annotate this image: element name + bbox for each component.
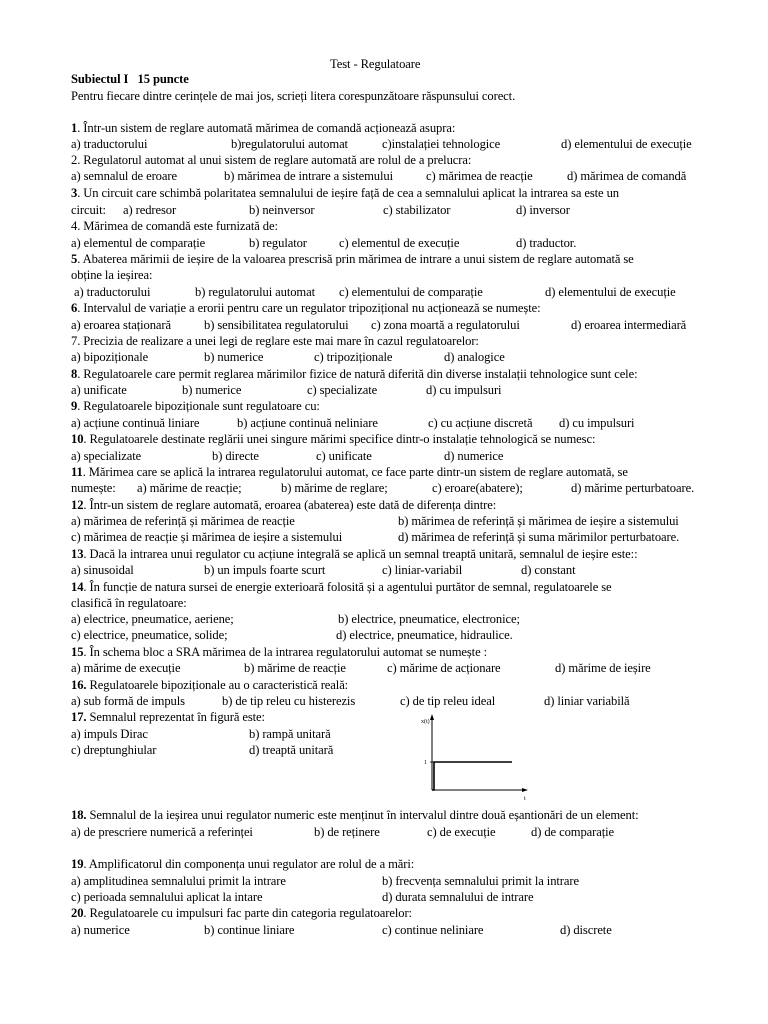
- question-17-stem: 17. Semnalul reprezentat în figură este:: [71, 710, 265, 724]
- option: b) continue liniare: [204, 923, 295, 937]
- option: a) sub formă de impuls: [71, 694, 185, 708]
- option: d) treaptă unitară: [249, 743, 334, 757]
- option: a) mărime de reacție;: [137, 481, 242, 495]
- question-20-stem: 20. Regulatoarele cu impulsuri fac parte din categoria regulatoarelor:: [71, 906, 412, 920]
- subject-label: Subiectul I 15 puncte: [71, 72, 189, 86]
- option: b) frecvența semnalului primit la intrare: [382, 874, 579, 888]
- question-7-stem: 7. Precizia de realizare a unei legi de reglare este mai mare în cazul regulatoarelor:: [71, 334, 479, 348]
- level-label: 1: [424, 760, 427, 766]
- y-axis-arrow-icon: [430, 714, 434, 720]
- question-11-stem: 11. Mărimea care se aplică la intrarea regulatorului automat, ce face parte dintr-un sistem de reglare automată, se: [71, 465, 628, 479]
- option: a) specializate: [71, 449, 142, 463]
- page-title: Test - Regulatoare: [330, 57, 421, 71]
- question-5-stem-cont: obține la ieșirea:: [71, 268, 153, 282]
- question-5-stem: 5. Abaterea mărimii de ieșire de la valoarea prescrisă prin mărimea de intrare a unui sistem de reglare automată se: [71, 252, 634, 266]
- option: a) impuls Dirac: [71, 727, 148, 741]
- option: d) mărimea de comandă: [567, 169, 687, 183]
- option: d) mărimea de referință și suma mărimilor perturbatoare.: [398, 530, 680, 544]
- question-14-stem-cont: clasifică în regulatoare:: [71, 596, 187, 610]
- option: a) elementul de comparație: [71, 236, 206, 250]
- question-6-stem: 6. Intervalul de variație a erorii pentru care un regulator tripozițional nu acționează se numește:: [71, 301, 541, 315]
- option: b) regulatorului automat: [195, 285, 316, 299]
- option: c) electrice, pneumatice, solide;: [71, 628, 228, 642]
- option: c) continue neliniare: [382, 923, 484, 937]
- option: d) analogice: [444, 350, 505, 364]
- option: d) elementului de execuție: [561, 137, 692, 151]
- option: b) de reținere: [314, 825, 380, 839]
- option: b) numerice: [204, 350, 264, 364]
- option: a) numerice: [71, 923, 130, 937]
- question-8-stem: 8. Regulatoarele care permit reglarea mărimilor fizice de natură diferită din diverse instalații tehnologice sunt cele:: [71, 367, 638, 381]
- option: a) traductorului: [71, 137, 148, 151]
- question-4-stem: 4. Mărimea de comandă este furnizată de:: [71, 219, 278, 233]
- option: b) numerice: [182, 383, 242, 397]
- option: c) stabilizator: [383, 203, 451, 217]
- option: c) liniar-variabil: [382, 563, 463, 577]
- question-1-stem: 1. Într-un sistem de reglare automată mărimea de comandă acționează asupra:: [71, 121, 456, 135]
- lead-text: circuit:: [71, 203, 106, 217]
- question-9-stem: 9. Regulatoarele bipoziționale sunt regulatoare cu:: [71, 399, 320, 413]
- option: d) mărime de ieșire: [555, 661, 651, 675]
- option: b) neinversor: [249, 203, 315, 217]
- option: b) mărimea de referință și mărimea de ieșire a sistemului: [398, 514, 679, 528]
- option: b) directe: [212, 449, 259, 463]
- question-2-stem: 2. Regulatorul automat al unui sistem de reglare automată are rolul de a prelucra:: [71, 153, 472, 167]
- option: d) eroarea intermediară: [571, 318, 687, 332]
- option: a) sinusoidal: [71, 563, 134, 577]
- lead-text: numește:: [71, 481, 116, 495]
- option: c) zona moartă a regulatorului: [371, 318, 520, 332]
- question-14-stem: 14. În funcție de natura sursei de energie exterioară folosită și a agentului purtător de semnal, regulatoarele se: [71, 580, 612, 594]
- option: c) cu acțiune discretă: [428, 416, 533, 430]
- option: d) numerice: [444, 449, 504, 463]
- question-12-stem: 12. Într-un sistem de reglare automată, eroarea (abaterea) este dată de diferența dintre:: [71, 498, 497, 512]
- option: d) elementului de execuție: [545, 285, 676, 299]
- x-axis-arrow-icon: [522, 788, 528, 792]
- option: b) mărime de reglare;: [281, 481, 388, 495]
- option: a) semnalul de eroare: [71, 169, 177, 183]
- option: d) cu impulsuri: [559, 416, 635, 430]
- option: c) mărimea de reacție și mărimea de ieșire a sistemului: [71, 530, 343, 544]
- option: c) tripoziționale: [314, 350, 393, 364]
- option: d) liniar variabilă: [544, 694, 630, 708]
- option: a) traductorului: [74, 285, 151, 299]
- option: c) elementului de comparație: [339, 285, 483, 299]
- option: c) perioada semnalului aplicat la intare: [71, 890, 263, 904]
- option: b) de tip releu cu histerezis: [222, 694, 356, 708]
- option: d) electrice, pneumatice, hidraulice.: [336, 628, 513, 642]
- option: a) bipoziționale: [71, 350, 149, 364]
- option: b) acțiune continuă neliniare: [237, 416, 378, 430]
- option: c)instalației tehnologice: [382, 137, 501, 151]
- option: c) mărime de acționare: [387, 661, 501, 675]
- option: d) traductor.: [516, 236, 577, 250]
- question-10-stem: 10. Regulatoarele destinate reglării unei singure mărimi specifice dintr-o instalație tehnologică se numesc:: [71, 432, 596, 446]
- option: d) inversor: [516, 203, 570, 217]
- option: c) eroare(abatere);: [432, 481, 523, 495]
- option: c) unificate: [316, 449, 372, 463]
- option: c) elementul de execuție: [339, 236, 460, 250]
- option: c) de tip releu ideal: [400, 694, 496, 708]
- option: c) de execuție: [427, 825, 496, 839]
- option: d) constant: [521, 563, 576, 577]
- option: b) regulator: [249, 236, 307, 250]
- option: b) rampă unitară: [249, 727, 331, 741]
- option: d) discrete: [560, 923, 612, 937]
- option: b) sensibilitatea regulatorului: [204, 318, 349, 332]
- question-13-stem: 13. Dacă la intrarea unui regulator cu acțiune integrală se aplică un semnal treaptă unitară, semnalul de ieșire este::: [71, 547, 638, 561]
- option: a) mărime de execuție: [71, 661, 181, 675]
- option: b)regulatorului automat: [231, 137, 348, 151]
- question-19-stem: 19. Amplificatorul din componența unui regulator are rolul de a mări:: [71, 857, 415, 871]
- step-signal-line: [432, 762, 512, 790]
- question-3-stem: 3. Un circuit care schimbă polaritatea semnalului de ieșire față de cea a semnalului aplicat la intrarea sa este un: [71, 186, 619, 200]
- option: b) un impuls foarte scurt: [204, 563, 326, 577]
- option: b) mărimea de intrare a sistemului: [224, 169, 394, 183]
- y-axis-label: x(t): [421, 719, 430, 725]
- option: a) electrice, pneumatice, aeriene;: [71, 612, 234, 626]
- question-16-stem: 16. Regulatoarele bipoziționale au o caracteristică reală:: [71, 678, 349, 692]
- option: c) mărimea de reacție: [426, 169, 533, 183]
- instructions: Pentru fiecare dintre cerințele de mai jos, scrieți litera corespunzătoare răspunsului corect.: [71, 89, 516, 103]
- option: a) unificate: [71, 383, 127, 397]
- option: c) specializate: [307, 383, 378, 397]
- question-18-stem: 18. Semnalul de la ieșirea unui regulator numeric este menținut în intervalul dintre două eșantionări de un element:: [71, 808, 639, 822]
- option: a) de prescriere numerică a referinței: [71, 825, 253, 839]
- option: a) acțiune continuă liniare: [71, 416, 200, 430]
- option: b) mărime de reacție: [244, 661, 346, 675]
- option: a) amplitudinea semnalului primit la intrare: [71, 874, 286, 888]
- unit-step-figure: [420, 714, 530, 804]
- option: d) mărime perturbatoare.: [571, 481, 695, 495]
- x-axis-label: t: [524, 796, 526, 802]
- option: a) redresor: [123, 203, 177, 217]
- option: c) dreptunghiular: [71, 743, 157, 757]
- option: d) de comparație: [531, 825, 615, 839]
- option: b) electrice, pneumatice, electronice;: [338, 612, 520, 626]
- option: a) eroarea staționară: [71, 318, 171, 332]
- option: d) durata semnalului de intrare: [382, 890, 534, 904]
- option: d) cu impulsuri: [426, 383, 502, 397]
- question-15-stem: 15. În schema bloc a SRA mărimea de la intrarea regulatorului automat se numește :: [71, 645, 488, 659]
- option: a) mărimea de referință și mărimea de reacție: [71, 514, 295, 528]
